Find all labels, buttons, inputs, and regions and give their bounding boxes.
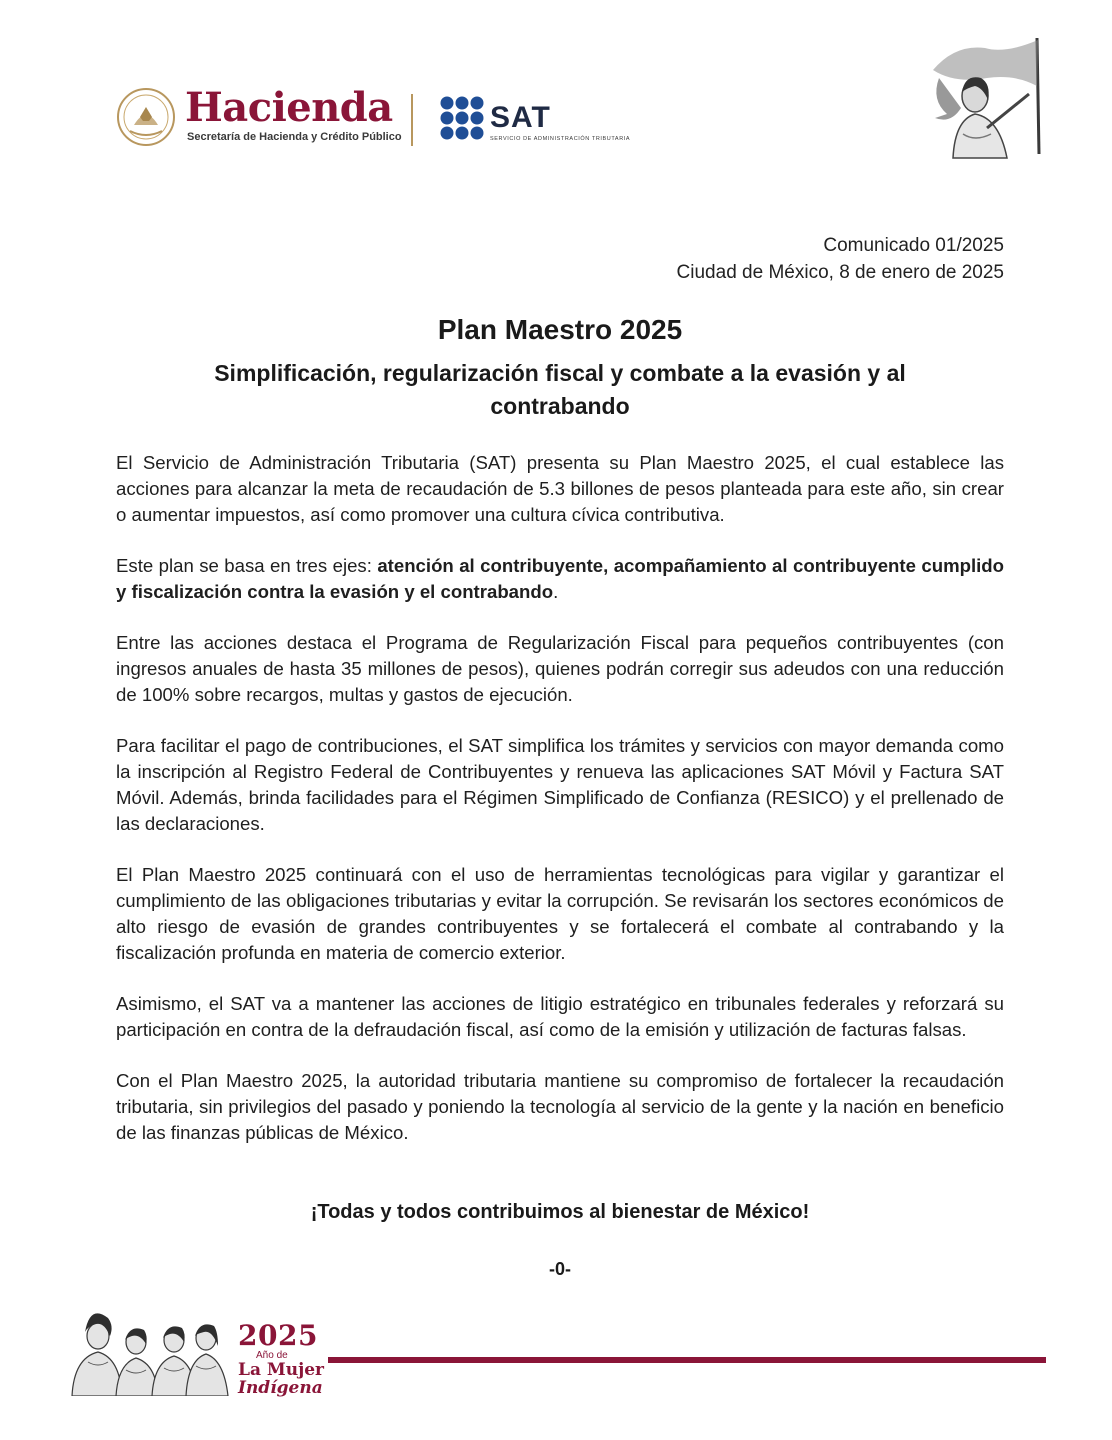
paragraph-2-intro: Este plan se basa en tres ejes:	[116, 555, 378, 576]
woman-with-flag-icon	[925, 34, 1050, 159]
footer-rule	[328, 1357, 1046, 1363]
mexican-coat-of-arms-icon	[116, 87, 176, 147]
paragraph-3: Entre las acciones destaca el Programa de Regularización Fiscal para pequeños contribuyentes (con ingresos anuales de hasta 35 millones de pesos), quienes podrán corregir sus adeudos con una reducción de 100% sobre recargos, multas y gastos de ejecución.	[116, 632, 1004, 705]
year-la-mujer: La Mujer	[238, 1360, 324, 1380]
place-and-date: Ciudad de México, 8 de enero de 2025	[676, 262, 1004, 283]
end-mark: -0-	[549, 1259, 571, 1279]
paragraph-7: Con el Plan Maestro 2025, la autoridad tributaria mantiene su compromiso de fortalecer la recaudación tributaria, sin privilegios del pasado y poniendo la tecnología al servicio de la gente y la nación en beneficio de las finanzas públicas de México.	[116, 1070, 1004, 1143]
paragraph-1: El Servicio de Administración Tributaria (SAT) presenta su Plan Maestro 2025, el cual establece las acciones para alcanzar la meta de recaudación de 5.3 billones de pesos planteada para este año, sin crear o aumentar impuestos, así como promover una cultura cívica contributiva.	[116, 452, 1004, 525]
paragraph-5: El Plan Maestro 2025 continuará con el uso de herramientas tecnológicas para vigilar y garantizar el cumplimiento de las obligaciones tributarias y evitar la corrupción. Se revisarán los sectores económicos de alto riesgo de evasión de grandes contribuyentes y se fortalecerá el combate al contrabando y la fiscalización profunda en materia de comercio exterior.	[116, 864, 1004, 963]
document-title: Plan Maestro 2025	[437, 314, 683, 345]
communique-number: Comunicado 01/2025	[823, 235, 1004, 256]
hacienda-subtitle: Secretaría de Hacienda y Crédito Público	[187, 131, 402, 143]
document-subtitle: Simplificación, regularización fiscal y combate a la evasión y al contrabando	[214, 360, 906, 419]
year-indigena: Indígena	[238, 1378, 323, 1398]
body-text	[116, 450, 1004, 1171]
sat-dots-icon	[440, 96, 484, 140]
paragraph-2	[116, 553, 1004, 605]
year-of-indigenous-woman-logo	[238, 1319, 324, 1398]
year-number: 2025	[238, 1319, 318, 1352]
dateline	[677, 232, 1004, 286]
sat-subtitle: SERVICIO DE ADMINISTRACIÓN TRIBUTARIA	[490, 136, 631, 142]
logo-divider	[411, 94, 413, 146]
sat-wordmark: SAT	[490, 101, 551, 134]
paragraph-6: Asimismo, el SAT va a mantener las acciones de litigio estratégico en tribunales federales y reforzará su participación en contra de la defraudación fiscal, así como de la emisión y utilización de facturas falsas.	[116, 993, 1004, 1040]
hacienda-wordmark: Hacienda	[185, 84, 393, 131]
paragraph-2-emphasis: atención al contribuyente, acompañamiento al contribuyente cumplido y fiscalización contra la evasión y el contrabando	[116, 555, 1005, 602]
year-ano-de: Año de	[256, 1350, 288, 1361]
paragraph-4: Para facilitar el pago de contribuciones, el SAT simplifica los trámites y servicios con mayor demanda como la inscripción al Registro Federal de Contribuyentes y renueva las aplicaciones SAT Móvil y Factura SAT Móvil. Además, brinda facilidades para el Régimen Simplificado de Confianza (RESICO) y el prellenado de las declaraciones.	[116, 735, 1004, 834]
indigenous-women-illustration-icon	[68, 1296, 230, 1396]
closing-slogan: ¡Todas y todos contribuimos al bienestar de México!	[310, 1201, 810, 1223]
paragraph-2-end: .	[553, 581, 559, 602]
